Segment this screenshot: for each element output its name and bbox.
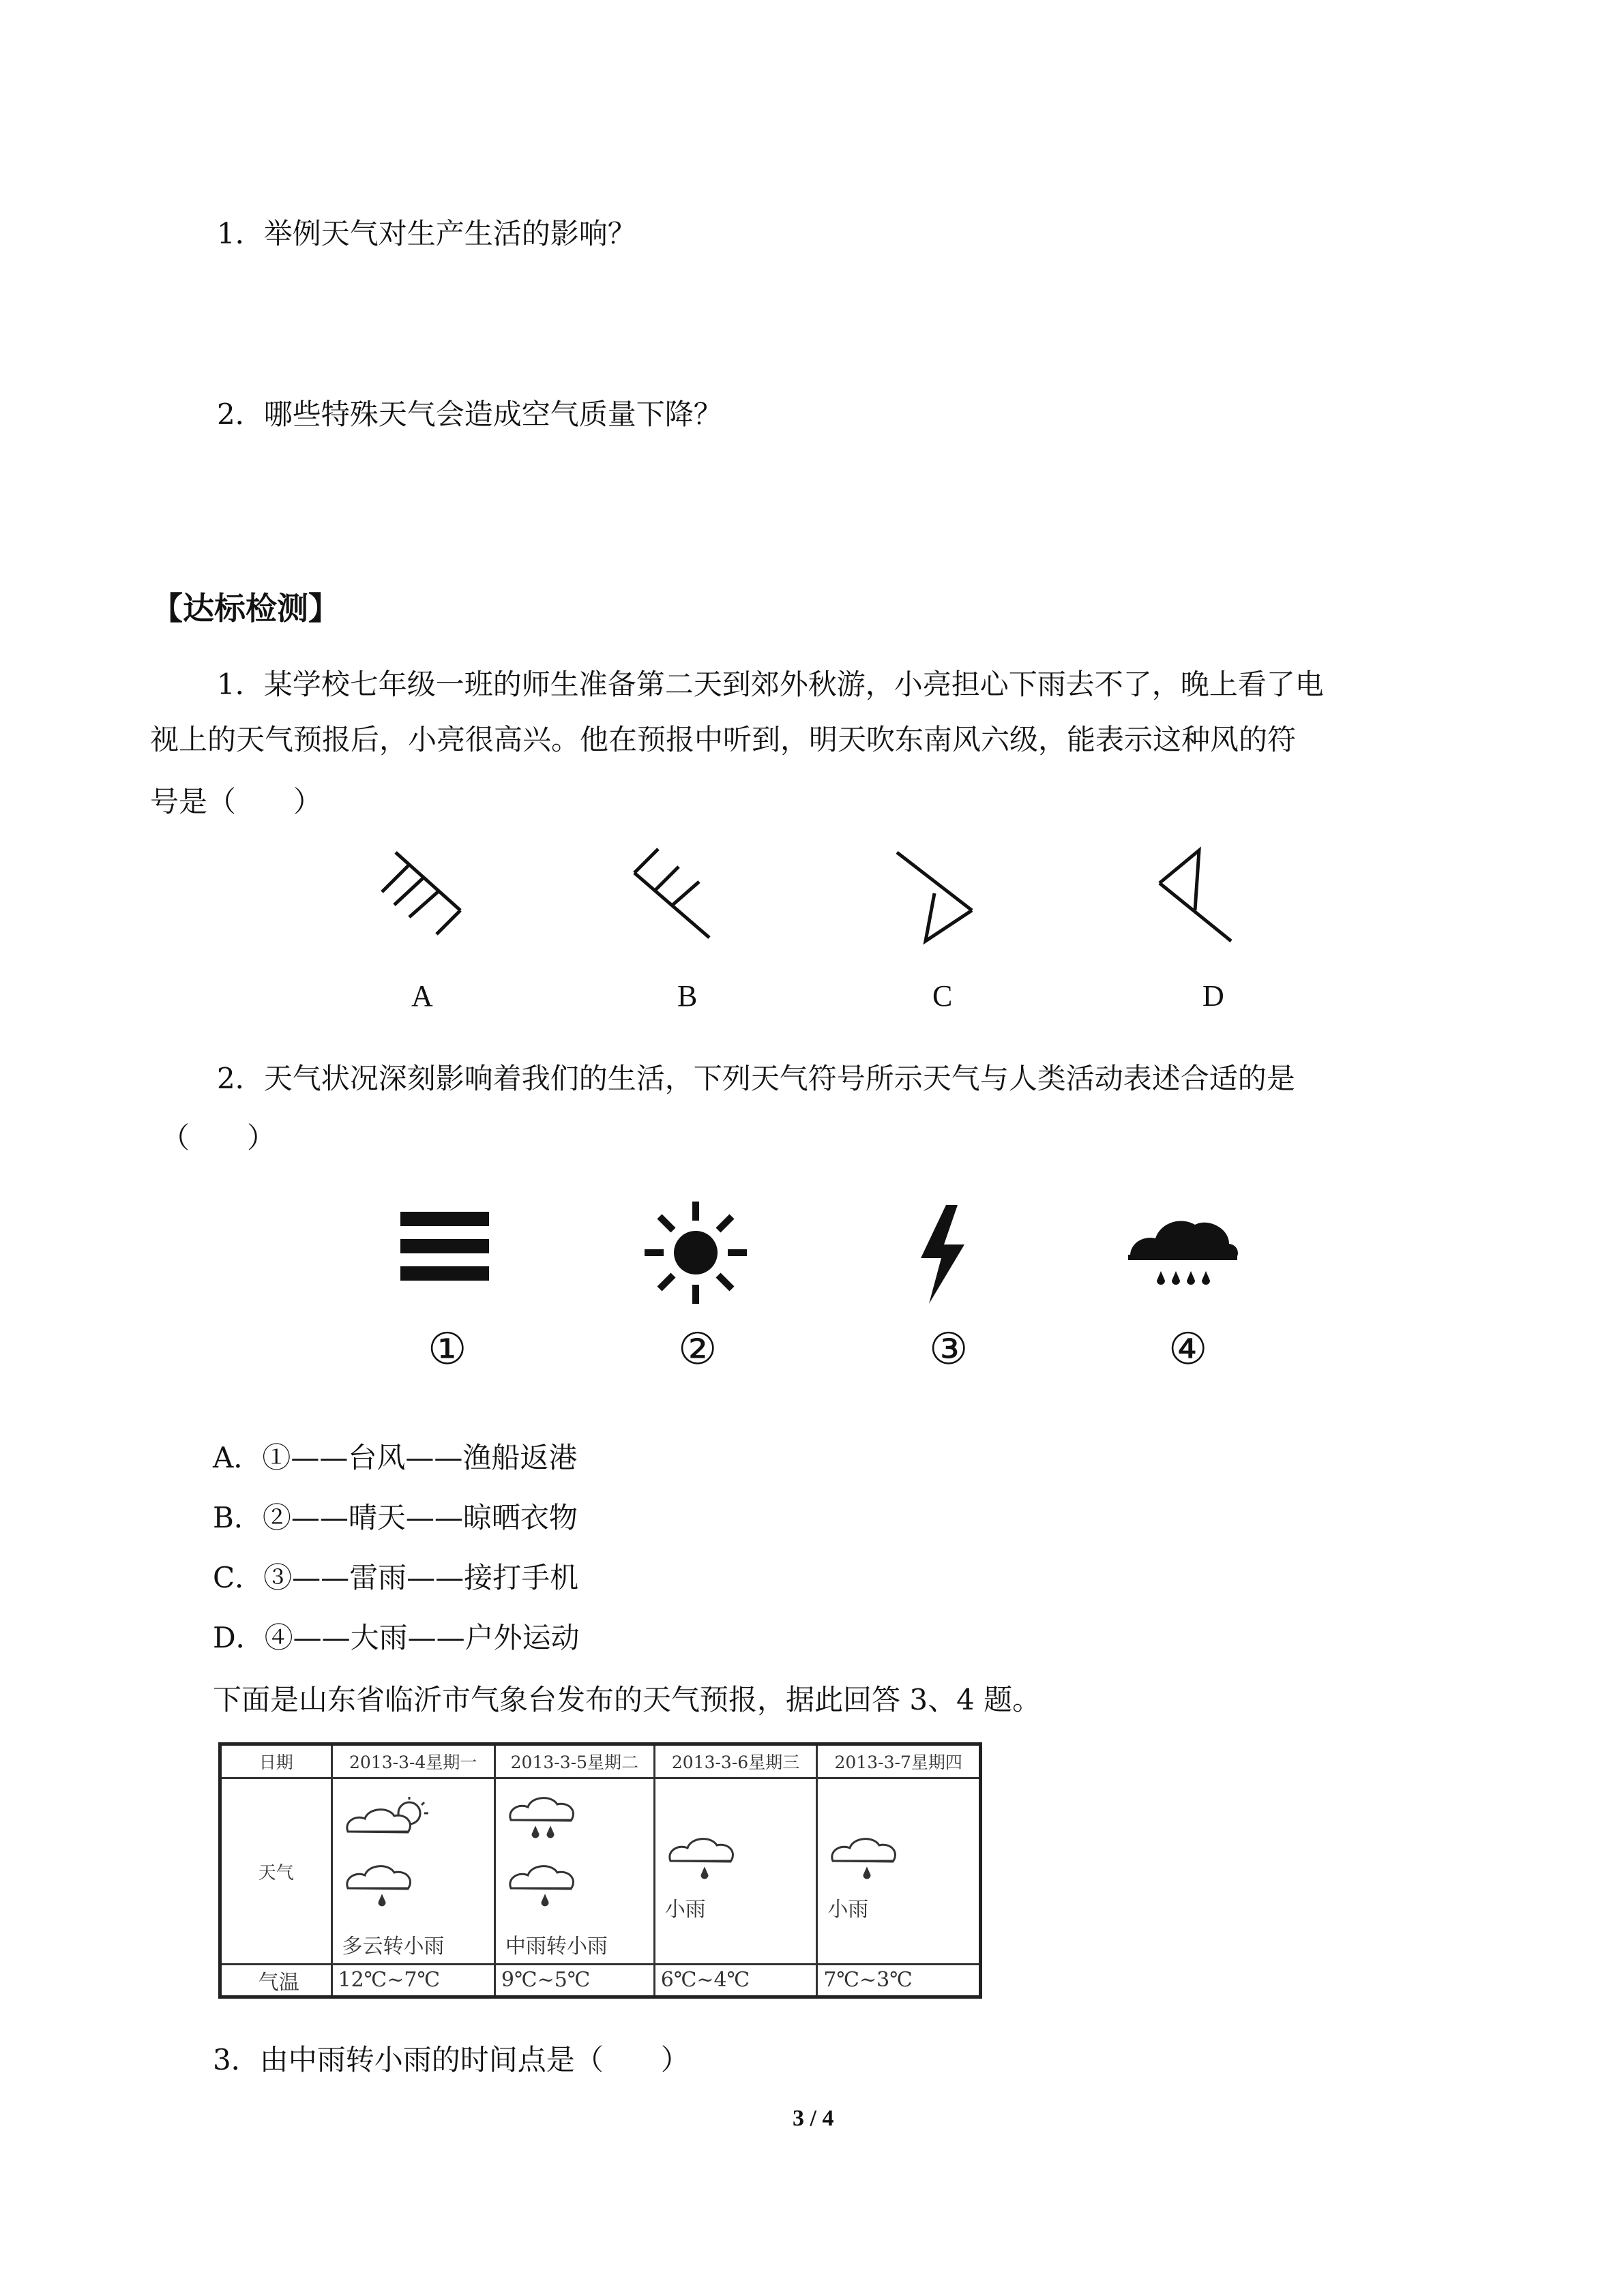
section-heading: 【达标检测】: [151, 590, 340, 627]
header-day-1: 2013-3-4星期一: [331, 1744, 494, 1778]
temp-day-1: 12℃~7℃: [331, 1964, 494, 1997]
weather-cell-day-4: [817, 1778, 981, 1964]
test-q1-line3: 号是（ ）: [150, 785, 323, 818]
temp-day-3: 6℃~4℃: [654, 1964, 817, 1997]
wind-label-c: C: [932, 979, 953, 1013]
moderate-rain-icon: [504, 1793, 600, 1847]
weather-cell-day-3: [654, 1778, 817, 1964]
weather-cell-day-1: [331, 1778, 494, 1964]
wind-label-a: A: [411, 979, 433, 1013]
option-d: D．④——大雨——户外运动: [213, 1621, 580, 1654]
symbol-label-3: ③: [929, 1324, 969, 1375]
light-rain-icon: [664, 1834, 759, 1888]
light-rain-icon: [826, 1834, 921, 1888]
weather-cell-day-2: [494, 1778, 654, 1964]
lightning-icon: [915, 1205, 970, 1304]
question-1: 1．举例天气对生产生活的影响？: [217, 217, 636, 250]
test-q1-line1: 1．某学校七年级一班的师生准备第二天到郊外秋游，小亮担心下雨去不了，晚上看了电: [217, 668, 1324, 701]
test-q2-line2: （ ）: [161, 1121, 276, 1154]
partly-cloudy-icon: [341, 1794, 437, 1842]
wind-symbol-b: [628, 842, 716, 951]
weather-desc-day-1: 多云转小雨: [342, 1934, 445, 1958]
sun-icon: [645, 1202, 747, 1304]
weather-desc-day-2: 中雨转小雨: [505, 1934, 608, 1958]
wind-symbol-c: [890, 846, 979, 955]
temp-day-2: 9℃~5℃: [494, 1964, 654, 1997]
option-b: B．②——晴天——晾晒衣物: [213, 1501, 578, 1534]
symbol-label-4: ④: [1168, 1324, 1208, 1375]
temp-day-4: 7℃~3℃: [817, 1964, 981, 1997]
test-q3: 3．由中雨转小雨的时间点是（ ）: [213, 2043, 690, 2076]
rain-cloud-icon: [1127, 1215, 1239, 1297]
header-day-4: 2013-3-7星期四: [817, 1744, 981, 1778]
page-number: 3 / 4: [793, 2106, 834, 2131]
weather-desc-day-4: 小雨: [827, 1897, 869, 1922]
wind-label-d: D: [1202, 979, 1224, 1013]
fog-icon: [400, 1212, 489, 1283]
wind-label-b: B: [677, 979, 698, 1013]
option-a: A．①——台风——渔船返港: [213, 1441, 578, 1474]
light-rain-icon: [341, 1861, 437, 1915]
row-label-weather: 天气: [220, 1778, 332, 1964]
test-q2-line1: 2．天气状况深刻影响着我们的生活，下列天气符号所示天气与人类活动表述合适的是: [217, 1062, 1295, 1095]
forecast-intro: 下面是山东省临沂市气象台发布的天气预报，据此回答 3、4 题。: [213, 1683, 1042, 1716]
header-date: 日期: [220, 1744, 332, 1778]
wind-symbol-a: [382, 842, 471, 951]
weather-desc-day-3: 小雨: [664, 1897, 706, 1922]
forecast-table: [218, 1742, 982, 1999]
symbol-label-1: ①: [428, 1324, 467, 1375]
light-rain-icon: [504, 1861, 600, 1915]
header-day-2: 2013-3-5星期二: [494, 1744, 654, 1778]
header-day-3: 2013-3-6星期三: [654, 1744, 817, 1778]
wind-symbol-d: [1153, 842, 1241, 951]
test-q1-line2: 视上的天气预报后，小亮很高兴。他在预报中听到，明天吹东南风六级，能表示这种风的符: [150, 723, 1297, 756]
symbol-label-2: ②: [678, 1324, 718, 1375]
question-2: 2．哪些特殊天气会造成空气质量下降？: [217, 398, 722, 431]
row-label-temp: 气温: [220, 1964, 332, 1997]
option-c: C．③——雷雨——接打手机: [213, 1561, 579, 1594]
